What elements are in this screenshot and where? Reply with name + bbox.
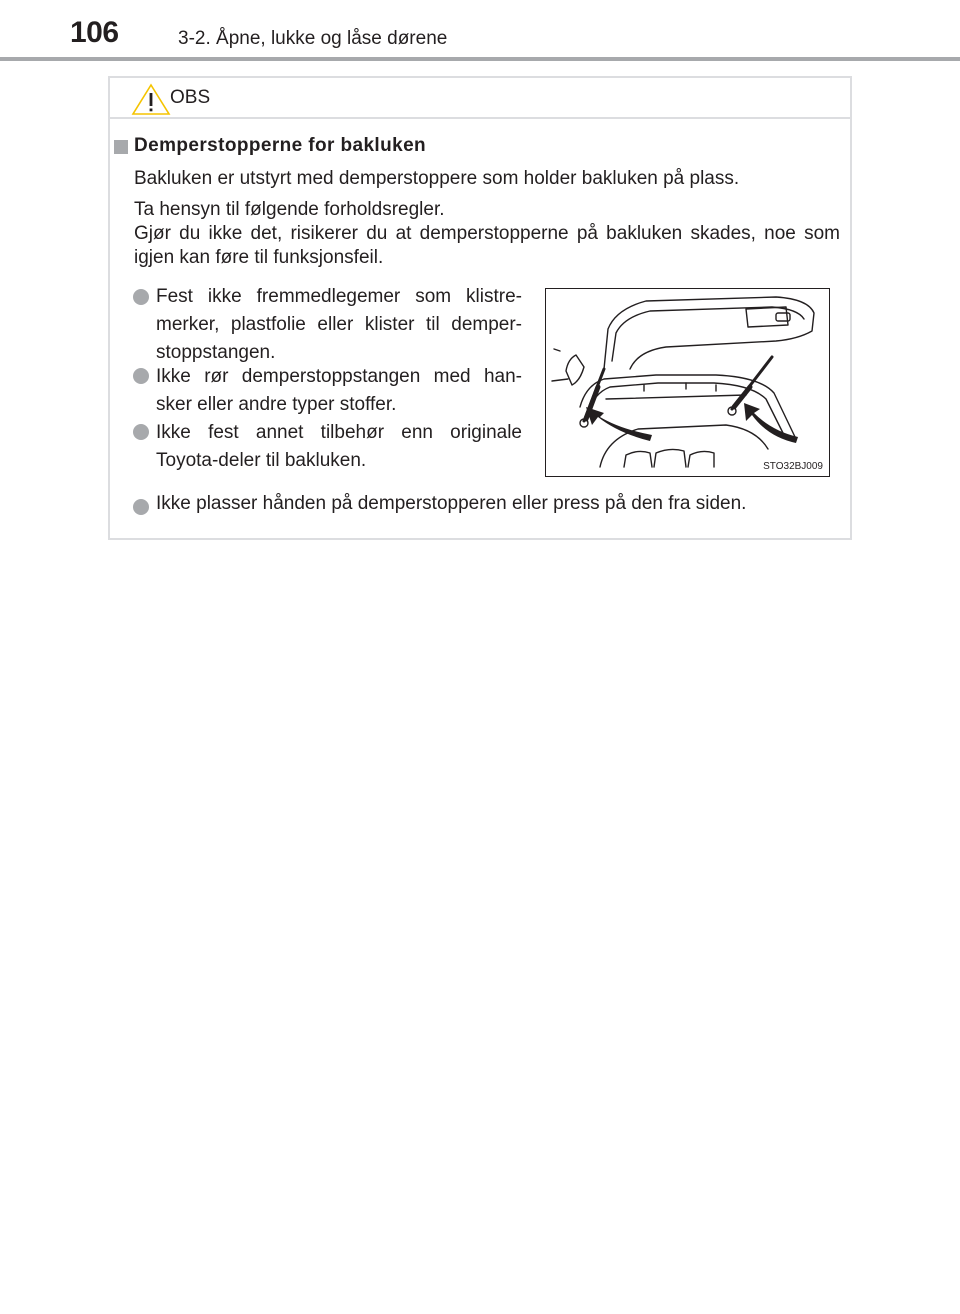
paragraph-line: Gjør du ikke det, risikerer du at demperstopperne på bakluken skades, noe som igjen kan føre til funksjonsfeil. <box>134 223 840 268</box>
notice-title: OBS <box>170 87 211 108</box>
paragraph-line: Ta hensyn til følgende forholdsregler. <box>134 199 445 220</box>
figure-code: STO32BJ009 <box>763 461 823 472</box>
square-bullet-icon <box>114 140 128 154</box>
paragraph: Bakluken er utstyrt med demperstoppere som holder bakluken på plass. <box>134 168 740 189</box>
page-header <box>0 0 960 60</box>
list-item: Ikke fest annet tilbehør enn originale Toyota-deler til bakluken. <box>156 422 522 471</box>
section-title: 3-2. Åpne, lukke og låse dørene <box>178 28 448 49</box>
page-number: 106 <box>70 16 119 49</box>
round-bullet-icon <box>133 368 149 384</box>
section-heading: Demperstopperne for bakluken <box>134 135 427 156</box>
round-bullet-icon <box>133 289 149 305</box>
notice-box <box>108 76 852 540</box>
round-bullet-icon <box>133 499 149 515</box>
notice-header <box>110 78 850 119</box>
warning-triangle-icon <box>130 82 172 116</box>
list-item: Ikke rør demperstoppstangen med han-sker eller andre typer stoffer. <box>156 366 522 415</box>
tailgate-drawing <box>546 289 828 475</box>
tailgate-illustration <box>545 288 830 477</box>
round-bullet-icon <box>133 424 149 440</box>
list-item: Fest ikke fremmedlegemer som klistre-merker, plastfolie eller klister til demper-stoppstangen. <box>156 286 522 363</box>
list-item: Ikke plasser hånden på demperstopperen eller press på den fra siden. <box>156 493 747 514</box>
paragraph <box>134 198 840 270</box>
header-rule <box>0 57 960 61</box>
